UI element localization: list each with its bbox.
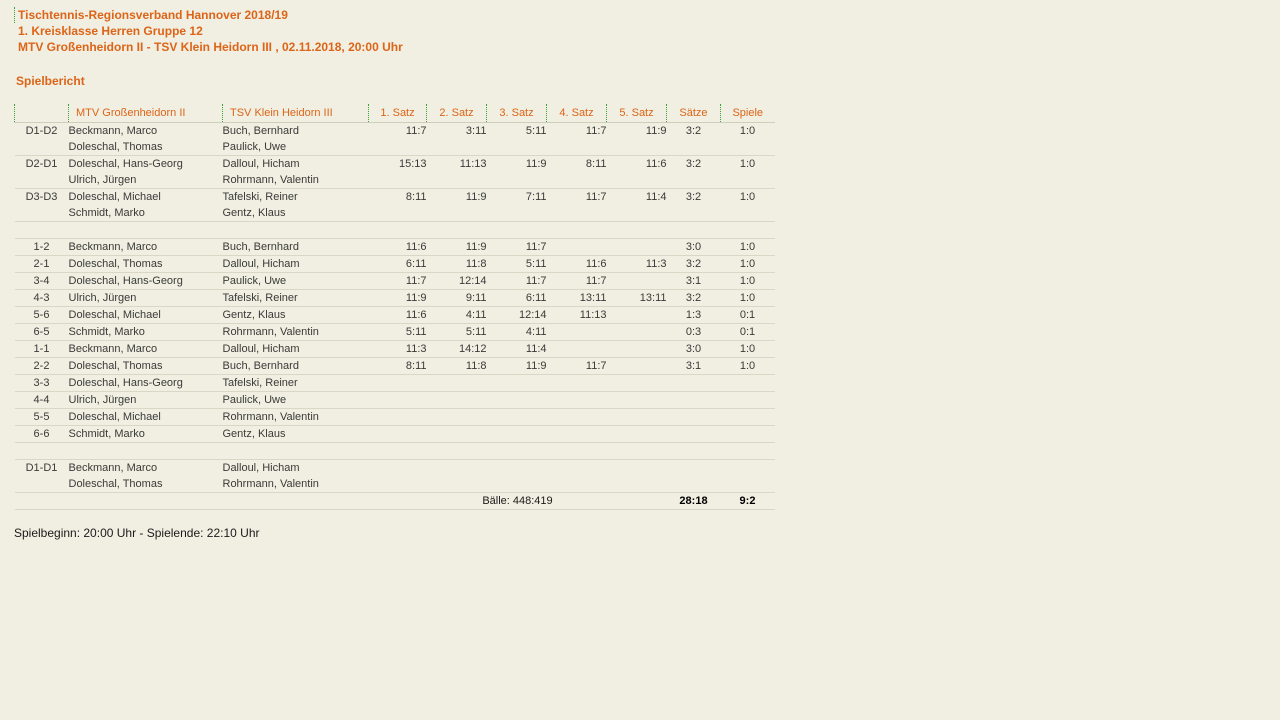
games-result xyxy=(721,460,775,493)
sets-result: 1:3 xyxy=(667,307,721,324)
match-code: 6-5 xyxy=(15,324,69,341)
games-result xyxy=(721,409,775,426)
league-title: 1. Kreisklasse Herren Gruppe 12 xyxy=(18,24,203,38)
sets-result: 3:2 xyxy=(667,256,721,273)
set-1-score: 11:7 xyxy=(369,123,427,156)
match-row xyxy=(15,426,775,443)
set-3-score: 7:11 xyxy=(487,189,547,222)
set-3-score xyxy=(487,460,547,493)
games-result xyxy=(721,392,775,409)
match-code: 5-5 xyxy=(15,409,69,426)
games-result xyxy=(721,426,775,443)
match-title: MTV Großenheidorn II - TSV Klein Heidorn III , 02.11.2018, 20:00 Uhr xyxy=(18,40,403,54)
set-4-score: 13:11 xyxy=(547,290,607,307)
set-2-score xyxy=(427,375,487,392)
sets-result xyxy=(667,375,721,392)
home-players: Doleschal, Thomas xyxy=(69,256,223,273)
away-players: Buch, Bernhard Paulick, Uwe xyxy=(223,123,369,156)
column-header-5: 3. Satz xyxy=(487,104,547,123)
games-result: 1:0 xyxy=(721,156,775,189)
set-5-score xyxy=(607,307,667,324)
games-result: 1:0 xyxy=(721,273,775,290)
match-row xyxy=(15,256,775,273)
away-players: Buch, Bernhard xyxy=(223,358,369,375)
set-1-score xyxy=(369,375,427,392)
set-5-score: 11:9 xyxy=(607,123,667,156)
games-result: 1:0 xyxy=(721,239,775,256)
totals-empty-code xyxy=(15,493,69,510)
set-2-score: 14:12 xyxy=(427,341,487,358)
match-code: 4-3 xyxy=(15,290,69,307)
spacer-row xyxy=(15,222,775,239)
sets-result xyxy=(667,426,721,443)
set-5-score: 13:11 xyxy=(607,290,667,307)
totals-empty-away xyxy=(223,493,369,510)
set-3-score: 11:7 xyxy=(487,239,547,256)
home-players: Beckmann, Marco Doleschal, Thomas xyxy=(69,460,223,493)
set-4-score: 11:6 xyxy=(547,256,607,273)
match-code: 2-2 xyxy=(15,358,69,375)
sets-result: 3:2 xyxy=(667,156,721,189)
match-row xyxy=(15,392,775,409)
set-1-score xyxy=(369,460,427,493)
away-players: Tafelski, Reiner xyxy=(223,375,369,392)
report-header xyxy=(14,7,403,55)
set-3-score: 11:9 xyxy=(487,358,547,375)
column-header-0 xyxy=(15,104,69,123)
set-4-score: 8:11 xyxy=(547,156,607,189)
sets-result: 3:2 xyxy=(667,290,721,307)
match-row xyxy=(15,341,775,358)
set-4-score xyxy=(547,409,607,426)
set-5-score: 11:6 xyxy=(607,156,667,189)
match-code: D1-D1 xyxy=(15,460,69,493)
set-4-score: 11:13 xyxy=(547,307,607,324)
home-players: Doleschal, Hans-Georg xyxy=(69,273,223,290)
match-row xyxy=(15,324,775,341)
set-2-score: 11:9 xyxy=(427,239,487,256)
set-4-score xyxy=(547,239,607,256)
set-3-score: 5:11 xyxy=(487,123,547,156)
set-4-score xyxy=(547,426,607,443)
spacer-row xyxy=(15,443,775,460)
match-rows xyxy=(15,123,775,510)
set-1-score: 11:6 xyxy=(369,307,427,324)
away-players: Dalloul, Hicham xyxy=(223,341,369,358)
home-players: Schmidt, Marko xyxy=(69,324,223,341)
games-result: 1:0 xyxy=(721,358,775,375)
match-report-table xyxy=(14,104,775,510)
set-5-score xyxy=(607,460,667,493)
spacer-cell xyxy=(15,443,775,460)
games-result: 0:1 xyxy=(721,307,775,324)
away-players: Paulick, Uwe xyxy=(223,273,369,290)
set-3-score xyxy=(487,375,547,392)
home-players: Doleschal, Hans-Georg xyxy=(69,375,223,392)
column-header-7: 5. Satz xyxy=(607,104,667,123)
column-header-4: 2. Satz xyxy=(427,104,487,123)
sets-result: 3:0 xyxy=(667,239,721,256)
set-2-score: 11:13 xyxy=(427,156,487,189)
set-5-score xyxy=(607,409,667,426)
report-section-heading: Spielbericht xyxy=(16,74,85,88)
games-result: 1:0 xyxy=(721,256,775,273)
home-players: Ulrich, Jürgen xyxy=(69,290,223,307)
set-1-score: 11:3 xyxy=(369,341,427,358)
set-4-score: 11:7 xyxy=(547,123,607,156)
set-5-score xyxy=(607,426,667,443)
set-2-score: 11:8 xyxy=(427,358,487,375)
match-row xyxy=(15,290,775,307)
set-2-score: 11:8 xyxy=(427,256,487,273)
match-code: D3-D3 xyxy=(15,189,69,222)
home-players: Doleschal, Michael xyxy=(69,409,223,426)
column-header-3: 1. Satz xyxy=(369,104,427,123)
table-header-row xyxy=(15,104,775,123)
set-1-score xyxy=(369,409,427,426)
sets-result xyxy=(667,409,721,426)
games-result xyxy=(721,375,775,392)
competition-title: Tischtennis-Regionsverband Hannover 2018/19 xyxy=(14,7,403,23)
column-header-8: Sätze xyxy=(667,104,721,123)
set-3-score: 6:11 xyxy=(487,290,547,307)
home-players: Beckmann, Marco xyxy=(69,239,223,256)
match-row xyxy=(15,460,775,493)
set-1-score: 6:11 xyxy=(369,256,427,273)
spacer-cell xyxy=(15,222,775,239)
column-header-2: TSV Klein Heidorn III xyxy=(223,104,369,123)
set-1-score: 11:6 xyxy=(369,239,427,256)
set-4-score: 11:7 xyxy=(547,189,607,222)
away-players: Gentz, Klaus xyxy=(223,426,369,443)
set-5-score xyxy=(607,358,667,375)
match-code: 1-1 xyxy=(15,341,69,358)
set-1-score: 8:11 xyxy=(369,358,427,375)
set-3-score xyxy=(487,392,547,409)
match-row xyxy=(15,307,775,324)
match-row xyxy=(15,123,775,156)
match-code: D1-D2 xyxy=(15,123,69,156)
home-players: Beckmann, Marco xyxy=(69,341,223,358)
sets-result xyxy=(667,460,721,493)
match-code: 2-1 xyxy=(15,256,69,273)
match-row xyxy=(15,409,775,426)
games-result: 1:0 xyxy=(721,123,775,156)
away-players: Paulick, Uwe xyxy=(223,392,369,409)
column-header-1: MTV Großenheidorn II xyxy=(69,104,223,123)
games-result: 1:0 xyxy=(721,189,775,222)
match-row xyxy=(15,239,775,256)
set-5-score xyxy=(607,239,667,256)
games-total: 9:2 xyxy=(721,493,775,510)
totals-row xyxy=(15,493,775,510)
set-2-score: 5:11 xyxy=(427,324,487,341)
set-2-score xyxy=(427,392,487,409)
away-players: Buch, Bernhard xyxy=(223,239,369,256)
home-players: Schmidt, Marko xyxy=(69,426,223,443)
set-4-score xyxy=(547,460,607,493)
set-1-score: 15:13 xyxy=(369,156,427,189)
set-5-score: 11:3 xyxy=(607,256,667,273)
sets-total: 28:18 xyxy=(667,493,721,510)
set-4-score: 11:7 xyxy=(547,273,607,290)
set-4-score xyxy=(547,324,607,341)
set-2-score: 9:11 xyxy=(427,290,487,307)
games-result: 1:0 xyxy=(721,341,775,358)
set-2-score xyxy=(427,460,487,493)
set-4-score xyxy=(547,392,607,409)
sets-result: 3:1 xyxy=(667,273,721,290)
away-players: Dalloul, Hicham Rohrmann, Valentin xyxy=(223,460,369,493)
sets-result: 3:1 xyxy=(667,358,721,375)
set-3-score: 4:11 xyxy=(487,324,547,341)
match-code: 4-4 xyxy=(15,392,69,409)
set-4-score: 11:7 xyxy=(547,358,607,375)
sets-result: 3:2 xyxy=(667,123,721,156)
match-code: D2-D1 xyxy=(15,156,69,189)
totals-empty-home xyxy=(69,493,223,510)
match-code: 3-3 xyxy=(15,375,69,392)
home-players: Doleschal, Michael Schmidt, Marko xyxy=(69,189,223,222)
set-1-score: 8:11 xyxy=(369,189,427,222)
home-players: Doleschal, Thomas xyxy=(69,358,223,375)
away-players: Dalloul, Hicham xyxy=(223,256,369,273)
set-3-score: 12:14 xyxy=(487,307,547,324)
match-times: Spielbeginn: 20:00 Uhr - Spielende: 22:10 Uhr xyxy=(14,526,260,540)
set-3-score xyxy=(487,409,547,426)
match-row xyxy=(15,156,775,189)
set-2-score xyxy=(427,409,487,426)
sets-result xyxy=(667,392,721,409)
match-row xyxy=(15,189,775,222)
set-5-score xyxy=(607,341,667,358)
set-3-score: 11:9 xyxy=(487,156,547,189)
match-code: 6-6 xyxy=(15,426,69,443)
match-row xyxy=(15,358,775,375)
match-code: 1-2 xyxy=(15,239,69,256)
set-2-score: 4:11 xyxy=(427,307,487,324)
set-2-score: 3:11 xyxy=(427,123,487,156)
set-5-score xyxy=(607,392,667,409)
home-players: Ulrich, Jürgen xyxy=(69,392,223,409)
away-players: Dalloul, Hicham Rohrmann, Valentin xyxy=(223,156,369,189)
sets-result: 0:3 xyxy=(667,324,721,341)
home-players: Doleschal, Michael xyxy=(69,307,223,324)
balls-total: Bälle: 448:419 xyxy=(369,493,667,510)
set-4-score xyxy=(547,341,607,358)
set-1-score: 5:11 xyxy=(369,324,427,341)
away-players: Tafelski, Reiner xyxy=(223,290,369,307)
set-1-score: 11:7 xyxy=(369,273,427,290)
set-5-score xyxy=(607,375,667,392)
set-5-score xyxy=(607,273,667,290)
set-1-score xyxy=(369,426,427,443)
home-players: Beckmann, Marco Doleschal, Thomas xyxy=(69,123,223,156)
match-code: 3-4 xyxy=(15,273,69,290)
set-5-score xyxy=(607,324,667,341)
set-3-score xyxy=(487,426,547,443)
set-3-score: 11:7 xyxy=(487,273,547,290)
match-row xyxy=(15,375,775,392)
set-2-score: 11:9 xyxy=(427,189,487,222)
set-1-score xyxy=(369,392,427,409)
away-players: Tafelski, Reiner Gentz, Klaus xyxy=(223,189,369,222)
match-row xyxy=(15,273,775,290)
set-2-score: 12:14 xyxy=(427,273,487,290)
games-result: 0:1 xyxy=(721,324,775,341)
set-5-score: 11:4 xyxy=(607,189,667,222)
column-header-6: 4. Satz xyxy=(547,104,607,123)
games-result: 1:0 xyxy=(721,290,775,307)
set-2-score xyxy=(427,426,487,443)
sets-result: 3:0 xyxy=(667,341,721,358)
set-3-score: 11:4 xyxy=(487,341,547,358)
away-players: Gentz, Klaus xyxy=(223,307,369,324)
sets-result: 3:2 xyxy=(667,189,721,222)
set-4-score xyxy=(547,375,607,392)
match-code: 5-6 xyxy=(15,307,69,324)
away-players: Rohrmann, Valentin xyxy=(223,409,369,426)
set-1-score: 11:9 xyxy=(369,290,427,307)
set-3-score: 5:11 xyxy=(487,256,547,273)
home-players: Doleschal, Hans-Georg Ulrich, Jürgen xyxy=(69,156,223,189)
column-header-9: Spiele xyxy=(721,104,775,123)
away-players: Rohrmann, Valentin xyxy=(223,324,369,341)
